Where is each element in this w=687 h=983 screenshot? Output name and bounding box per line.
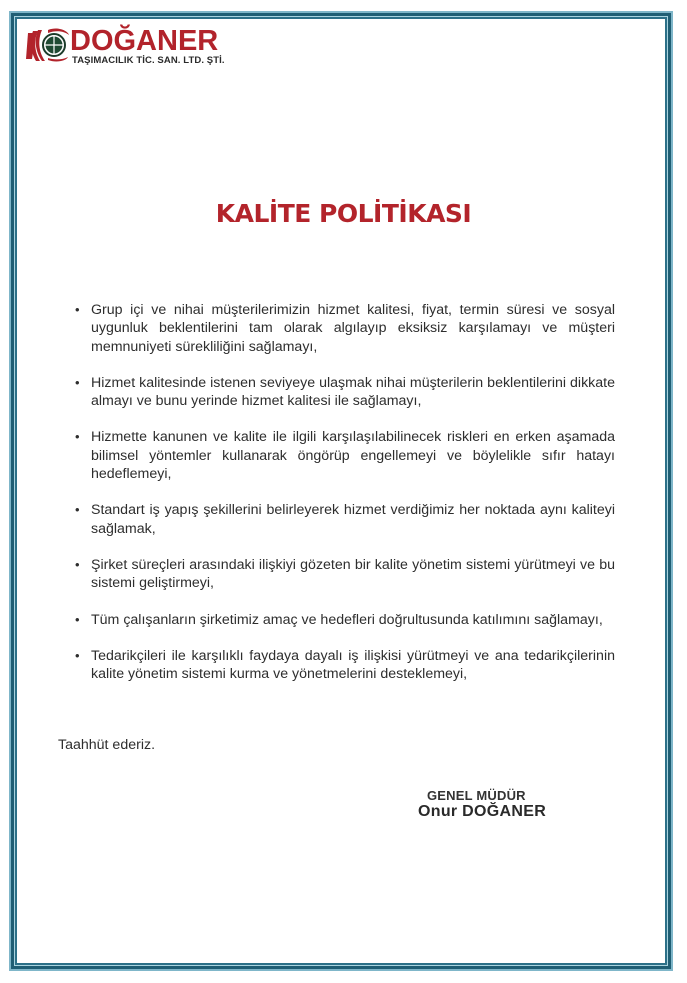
bullet-icon: • bbox=[75, 374, 80, 390]
commitment-text: Taahhüt ederiz. bbox=[58, 737, 156, 753]
policy-item-text: Şirket süreçleri arasındaki ilişkiyi gözeten bir kalite yönetim sistemi yürütmeyi ve bu sistemi geliştirmeyi, bbox=[91, 556, 615, 592]
company-logo bbox=[26, 25, 226, 70]
company-subtitle: TAŞIMACILIK TİC. SAN. LTD. ŞTİ. bbox=[72, 55, 225, 66]
policy-item-text: Grup içi ve nihai müşterilerimizin hizmet kalitesi, fiyat, termin süresi ve sosyal uygunluk beklentilerini tam olarak algılayıp eksiksiz karşılamayı ve müşteri memnuniyeti sürekliliğini sağlamayı, bbox=[91, 302, 615, 355]
policy-item-text: Tedarikçileri ile karşılıklı faydaya dayalı iş ilişkisi yürütmeyi ve ana tedarikçilerinin kalite yönetim sistemi kurma ve yönetmelerini desteklemeyi, bbox=[91, 647, 615, 683]
policy-item bbox=[75, 556, 615, 593]
bullet-icon: • bbox=[75, 502, 80, 518]
signature-role: GENEL MÜDÜR bbox=[427, 788, 526, 803]
bullet-icon: • bbox=[75, 647, 80, 663]
company-name: DOĞANER bbox=[70, 25, 219, 57]
policy-item bbox=[75, 611, 615, 629]
bullet-icon: • bbox=[75, 611, 80, 627]
bullet-icon: • bbox=[75, 302, 80, 317]
policy-item bbox=[75, 301, 615, 356]
policy-item bbox=[75, 501, 615, 538]
policy-list bbox=[75, 301, 615, 701]
globe-swoosh-logo-icon bbox=[26, 25, 70, 65]
policy-item-text: Hizmette kanunen ve kalite ile ilgili karşılaşılabilinecek riskleri en erken aşamada bilimsel yöntemler kullanarak öngörüp engellemeyi ve böylelikle sıfır hatayı hedeflemeyi, bbox=[91, 429, 615, 483]
policy-item bbox=[75, 647, 615, 684]
signature-name: Onur DOĞANER bbox=[418, 803, 547, 820]
policy-item-text: Tüm çalışanların şirketimiz amaç ve hedefleri doğrultusunda katılımını sağlamayı, bbox=[91, 611, 603, 628]
policy-item-text: Hizmet kalitesinde istenen seviyeye ulaşmak nihai müşterilerin beklentilerini dikkate almayı ve bunu yerinde hizmet kalitesi ile sağlamayı, bbox=[91, 374, 615, 410]
policy-item bbox=[75, 428, 615, 483]
bullet-icon: • bbox=[75, 556, 80, 572]
document-title: KALİTE POLİTİKASI bbox=[215, 199, 472, 228]
policy-item bbox=[75, 374, 615, 411]
bullet-icon: • bbox=[75, 429, 80, 445]
policy-item-text: Standart iş yapış şekillerini belirleyerek hizmet verdiğimiz her noktada aynı kaliteyi sağlamak, bbox=[91, 502, 615, 537]
